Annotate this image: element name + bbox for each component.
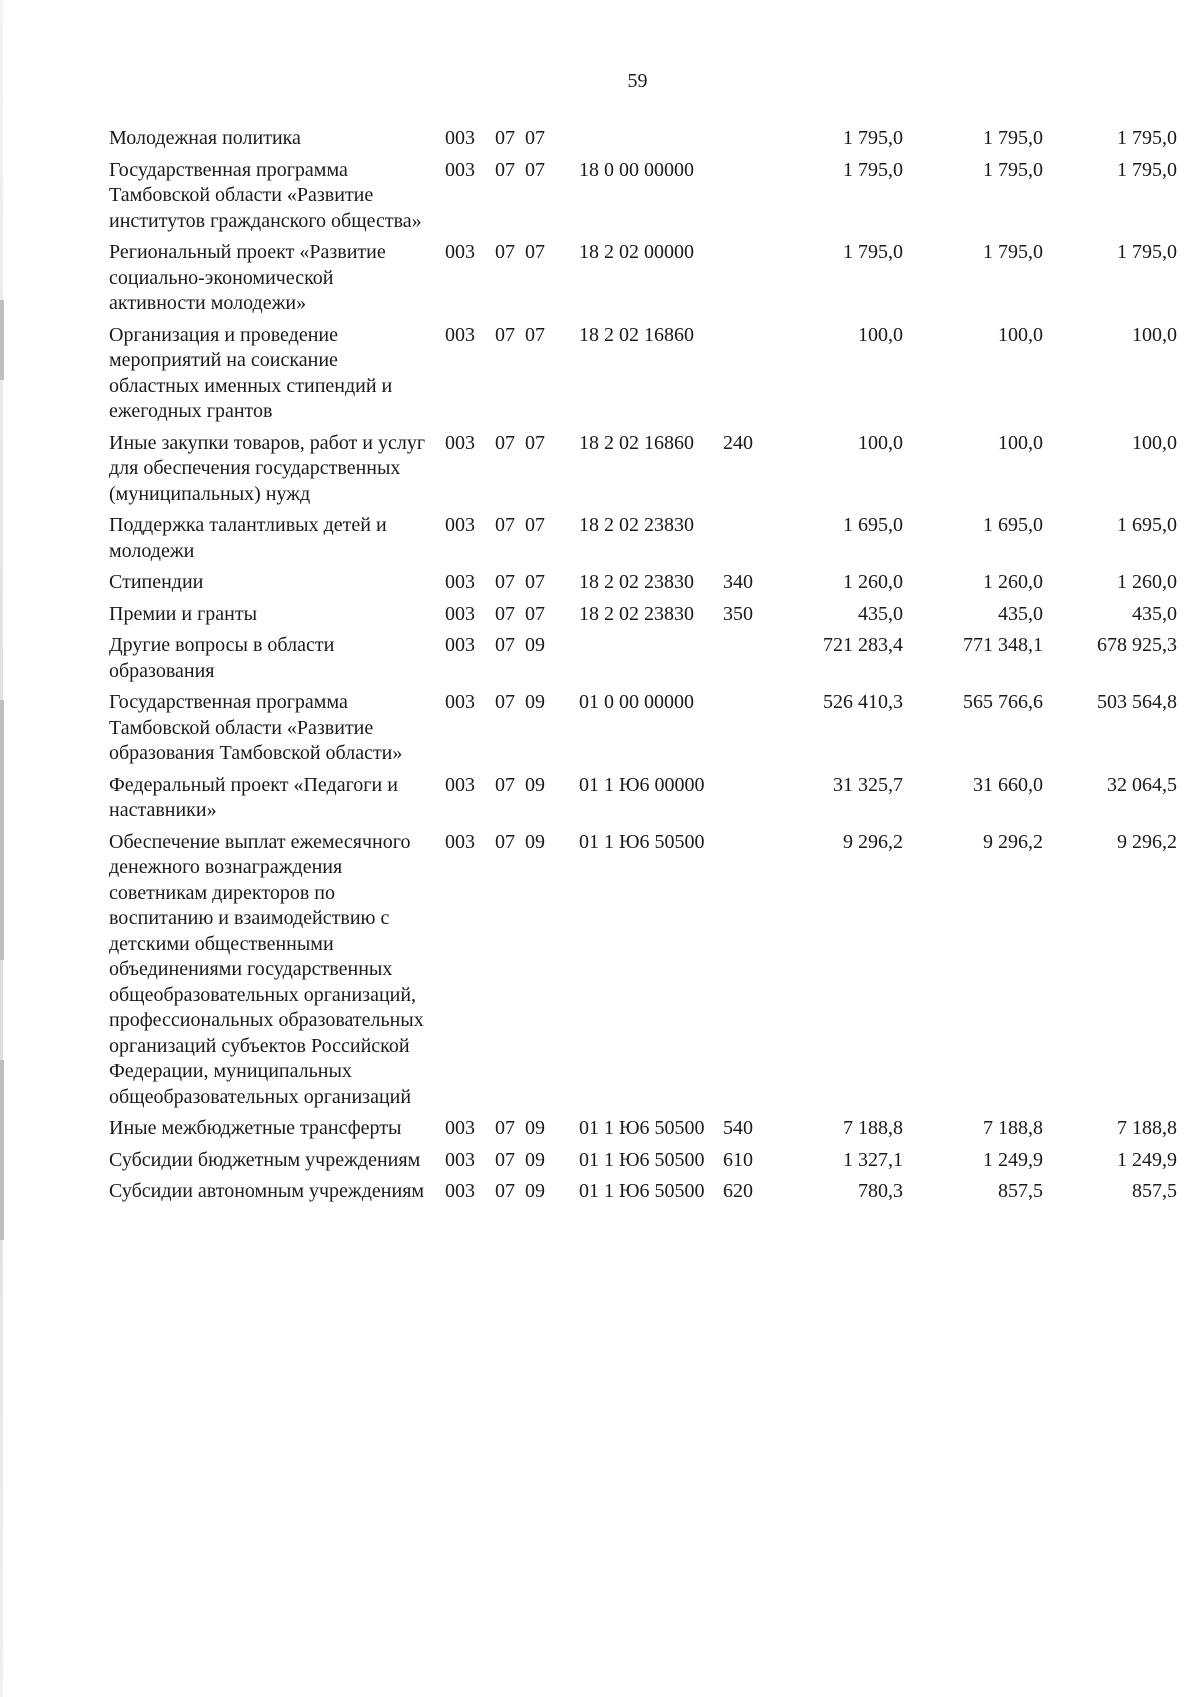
table-row [109, 431, 1177, 508]
table-row [109, 773, 1177, 824]
row-amount-year3: 678 925,3 [1097, 634, 1177, 656]
table-row [109, 570, 1177, 596]
row-expense-type: 240 [723, 431, 753, 454]
row-amount-year2: 7 188,8 [983, 1117, 1043, 1139]
row-amount-year3: 1 795,0 [1117, 127, 1177, 149]
row-amount-year2: 100,0 [998, 431, 1043, 454]
row-section-code: 07 [495, 158, 515, 181]
row-ved-code: 003 [445, 1117, 475, 1139]
row-expense-type: 610 [723, 1148, 753, 1171]
row-amount-year3: 1 695,0 [1117, 514, 1177, 536]
row-target-code: 01 1 Ю6 00000 [579, 773, 705, 796]
row-amount-year1: 1 695,0 [843, 514, 903, 536]
row-amount-year3: 435,0 [1132, 602, 1177, 625]
row-name: Иные межбюджетные трансферты [109, 1117, 402, 1139]
row-ved-code: 003 [445, 773, 475, 796]
row-amount-year3: 857,5 [1132, 1180, 1177, 1202]
row-amount-year1: 1 795,0 [843, 158, 903, 181]
row-section-code: 07 [495, 1117, 515, 1139]
row-amount-year3: 1 795,0 [1117, 158, 1177, 181]
row-amount-year3: 7 188,8 [1117, 1117, 1177, 1139]
row-section-code: 07 [495, 323, 515, 346]
scan-artifact [0, 1060, 4, 1240]
row-name: Субсидии автономным учреждениям [109, 1180, 425, 1202]
row-amount-year2: 771 348,1 [963, 634, 1043, 656]
row-name: Стипендии [109, 571, 204, 593]
row-target-code: 18 2 02 00000 [579, 241, 694, 263]
row-subsection-code: 09 [525, 830, 545, 853]
row-amount-year1: 1 795,0 [843, 127, 903, 149]
row-ved-code: 003 [445, 691, 475, 713]
table-row [109, 690, 1177, 767]
table-row [109, 602, 1177, 628]
row-amount-year3: 32 064,5 [1107, 773, 1177, 796]
table-row [109, 1148, 1177, 1174]
row-amount-year3: 1 260,0 [1117, 571, 1177, 593]
row-section-code: 07 [495, 602, 515, 625]
row-ved-code: 003 [445, 1180, 475, 1202]
row-section-code: 07 [495, 634, 515, 656]
row-section-code: 07 [495, 431, 515, 454]
row-subsection-code: 09 [525, 691, 545, 713]
row-target-code: 01 1 Ю6 50500 [579, 1180, 705, 1202]
row-ved-code: 003 [445, 830, 475, 853]
table-row [109, 240, 1177, 317]
row-ved-code: 003 [445, 241, 475, 263]
table-row [109, 126, 1177, 152]
row-name: Государственная программа Тамбовской области «Развитие институтов гражданского общества» [109, 158, 422, 232]
row-subsection-code: 07 [525, 127, 545, 149]
row-amount-year2: 1 249,9 [983, 1148, 1043, 1171]
row-target-code: 18 2 02 23830 [579, 514, 694, 536]
row-amount-year2: 435,0 [998, 602, 1043, 625]
scan-artifact [0, 300, 4, 380]
row-ved-code: 003 [445, 602, 475, 625]
row-target-code: 01 1 Ю6 50500 [579, 1117, 705, 1139]
row-amount-year1: 1 795,0 [843, 241, 903, 263]
row-amount-year2: 1 795,0 [983, 241, 1043, 263]
row-ved-code: 003 [445, 634, 475, 656]
row-name: Федеральный проект «Педагоги и наставники» [109, 773, 398, 821]
row-subsection-code: 07 [525, 514, 545, 536]
row-section-code: 07 [495, 241, 515, 263]
row-subsection-code: 09 [525, 1117, 545, 1139]
page-number: 59 [627, 70, 648, 92]
row-amount-year2: 1 795,0 [983, 127, 1043, 149]
row-ved-code: 003 [445, 514, 475, 536]
row-amount-year2: 9 296,2 [983, 830, 1043, 853]
row-amount-year1: 1 327,1 [843, 1148, 903, 1171]
row-section-code: 07 [495, 1148, 515, 1171]
row-section-code: 07 [495, 127, 515, 149]
row-amount-year1: 7 188,8 [843, 1117, 903, 1139]
row-amount-year1: 526 410,3 [823, 691, 903, 713]
row-name: Премии и гранты [109, 602, 258, 625]
row-amount-year2: 857,5 [998, 1180, 1043, 1202]
row-target-code: 18 2 02 23830 [579, 602, 694, 625]
row-amount-year3: 503 564,8 [1097, 691, 1177, 713]
row-name: Обеспечение выплат ежемесячного денежного вознаграждения советникам директоров по воспитанию и взаимодействию с детскими общественными объединениями государственных общеобразовательных организаций, профессиональных образовательных организаций субъектов Российской Федерации, муниципальных общеобразовательных организаций [109, 830, 424, 1108]
row-name: Другие вопросы в области образования [109, 634, 335, 682]
row-name: Поддержка талантливых детей и молодежи [109, 514, 387, 562]
row-ved-code: 003 [445, 158, 475, 181]
row-amount-year3: 100,0 [1132, 323, 1177, 346]
row-expense-type: 340 [723, 571, 753, 593]
row-target-code: 01 1 Ю6 50500 [579, 1148, 705, 1171]
table-row [109, 158, 1177, 235]
row-target-code: 18 0 00 00000 [579, 158, 694, 181]
row-subsection-code: 09 [525, 1148, 545, 1171]
row-section-code: 07 [495, 514, 515, 536]
row-ved-code: 003 [445, 1148, 475, 1171]
row-amount-year3: 1 249,9 [1117, 1148, 1177, 1171]
row-amount-year2: 1 695,0 [983, 514, 1043, 536]
row-target-code: 01 1 Ю6 50500 [579, 830, 705, 853]
row-subsection-code: 07 [525, 431, 545, 454]
row-name: Государственная программа Тамбовской области «Развитие образования Тамбовской области» [109, 691, 403, 764]
budget-table [109, 126, 1177, 1211]
row-subsection-code: 07 [525, 571, 545, 593]
row-amount-year2: 1 795,0 [983, 158, 1043, 181]
row-amount-year3: 1 795,0 [1117, 241, 1177, 263]
row-ved-code: 003 [445, 127, 475, 149]
row-section-code: 07 [495, 830, 515, 853]
row-amount-year2: 31 660,0 [973, 773, 1043, 796]
row-section-code: 07 [495, 773, 515, 796]
row-ved-code: 003 [445, 431, 475, 454]
row-name: Субсидии бюджетным учреждениям [109, 1148, 421, 1171]
row-amount-year1: 9 296,2 [843, 830, 903, 853]
row-amount-year3: 9 296,2 [1117, 830, 1177, 853]
table-row [109, 830, 1177, 1111]
table-row [109, 323, 1177, 425]
table-row [109, 513, 1177, 564]
row-name: Молодежная политика [109, 127, 301, 149]
row-name: Организация и проведение мероприятий на соискание областных именных стипендий и ежегодных грантов [109, 323, 393, 422]
table-row [109, 1116, 1177, 1142]
row-expense-type: 540 [723, 1117, 753, 1139]
table-row [109, 633, 1177, 684]
row-subsection-code: 09 [525, 634, 545, 656]
row-subsection-code: 07 [525, 602, 545, 625]
row-amount-year2: 565 766,6 [963, 691, 1043, 713]
row-subsection-code: 09 [525, 1180, 545, 1202]
row-amount-year1: 100,0 [858, 431, 903, 454]
row-amount-year1: 100,0 [858, 323, 903, 346]
row-subsection-code: 07 [525, 241, 545, 263]
row-amount-year2: 1 260,0 [983, 571, 1043, 593]
row-expense-type: 620 [723, 1180, 753, 1202]
row-target-code: 01 0 00 00000 [579, 691, 694, 713]
row-amount-year3: 100,0 [1132, 431, 1177, 454]
row-ved-code: 003 [445, 323, 475, 346]
row-section-code: 07 [495, 691, 515, 713]
row-amount-year1: 31 325,7 [833, 773, 903, 796]
scan-artifact [0, 700, 4, 960]
row-target-code: 18 2 02 23830 [579, 571, 694, 593]
row-amount-year1: 1 260,0 [843, 571, 903, 593]
row-amount-year1: 721 283,4 [823, 634, 903, 656]
row-subsection-code: 09 [525, 773, 545, 796]
row-name: Региональный проект «Развитие социально-экономической активности молодежи» [109, 241, 386, 314]
row-subsection-code: 07 [525, 323, 545, 346]
row-subsection-code: 07 [525, 158, 545, 181]
row-amount-year1: 435,0 [858, 602, 903, 625]
row-section-code: 07 [495, 1180, 515, 1202]
row-target-code: 18 2 02 16860 [579, 431, 694, 454]
table-row [109, 1179, 1177, 1205]
row-expense-type: 350 [723, 602, 753, 625]
row-amount-year1: 780,3 [858, 1180, 903, 1202]
row-section-code: 07 [495, 571, 515, 593]
row-amount-year2: 100,0 [998, 323, 1043, 346]
row-name: Иные закупки товаров, работ и услуг для обеспечения государственных (муниципальных) нужд [109, 431, 426, 505]
row-target-code: 18 2 02 16860 [579, 323, 694, 346]
row-ved-code: 003 [445, 571, 475, 593]
